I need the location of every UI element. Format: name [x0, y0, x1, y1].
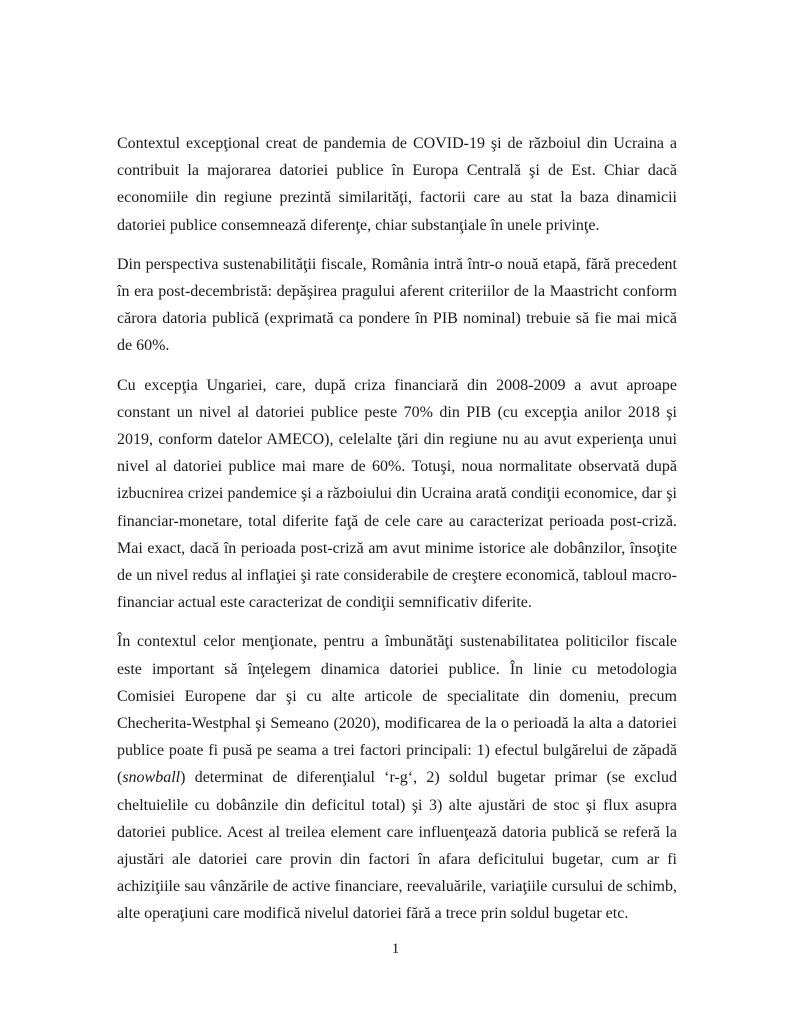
text-run: În contextul celor menţionate, pentru a îmbunătăţi sustenabilitatea politicilor fiscale este important să înţelegem dinamica datoriei publice. În linie cu metodologia Comisiei Europene dar şi cu alte articole de specialitate din domeniu, precum Checherita-Westphal şi Semeano (2020), modificarea de la o perioadă la alta a datoriei publice poate fi pusă pe seama a trei factori principali: 1) efectul bulgărelui de zăpadă ( [117, 633, 677, 787]
italic-text-run: snowball [122, 769, 181, 787]
text-run: Contextul excepţional creat de pandemia de COVID-19 şi de războiul din Ucraina a contribuit la majorarea datoriei publice în Europa Centrală şi de Est. Chiar dacă economiile din regiune prezintă similarităţi, factorii care au stat la baza dinamicii datoriei publice consemnează diferenţe, chiar substanţiale în unele privinţe. [117, 135, 677, 234]
text-run: Din perspectiva sustenabilităţii fiscale, România intră într-o nouă etapă, fără precedent în era post-decembristă: depăşirea pragului aferent criteriilor de la Maastricht conform cărora datoria publică (exprimată ca pondere în PIB nominal) trebuie să fie mai mică de 60%. [117, 255, 677, 355]
text-run: ) determinat de diferenţialul ‘r-g‘, 2) soldul bugetar primar (se exclud cheltuielile cu dobânzile din deficitul total) şi 3) alte ajustări de stoc şi flux asupra datoriei publice. Acest al treilea element care influenţează datoria publică se referă la ajustări ale datoriei care provin din factori în afara deficitului bugetar, cum ar fi achiziţiile sau vânzările de active financiare, reevaluările, variaţiile cursului de schimb, alte operaţiuni care modifică nivelul datoriei fără a trece prin soldul bugetar etc. [117, 769, 677, 923]
text-run: Cu excepţia Ungariei, care, după criza financiară din 2008-2009 a avut aproape constant un nivel al datoriei publice peste 70% din PIB (cu excepţia anilor 2018 şi 2019, conform datelor AMECO), celelalte ţări din regiune nu au avut experienţa unui nivel al datoriei publice mai mare de 60%. Totuşi, noua normalitate observată după izbucnirea crizei pandemice şi a războiului din Ucraina arată condiţii economice, dar şi financiar-monetare, total diferite faţă de cele care au caracterizat perioada post-criză. Mai exact, dacă în perioada post-criză am avut minime istorice ale dobânzilor, însoţite de un nivel redus al inflaţiei şi rate considerabile de creştere economică, tabloul macro-financiar actual este caracterizat de condiţii semnificativ diferite. [117, 376, 677, 612]
page-number: 1 [391, 941, 400, 957]
paragraph [117, 130, 677, 239]
paragraph [117, 372, 677, 617]
document-body [117, 130, 677, 928]
paragraph [117, 251, 677, 360]
paragraph [117, 628, 677, 927]
